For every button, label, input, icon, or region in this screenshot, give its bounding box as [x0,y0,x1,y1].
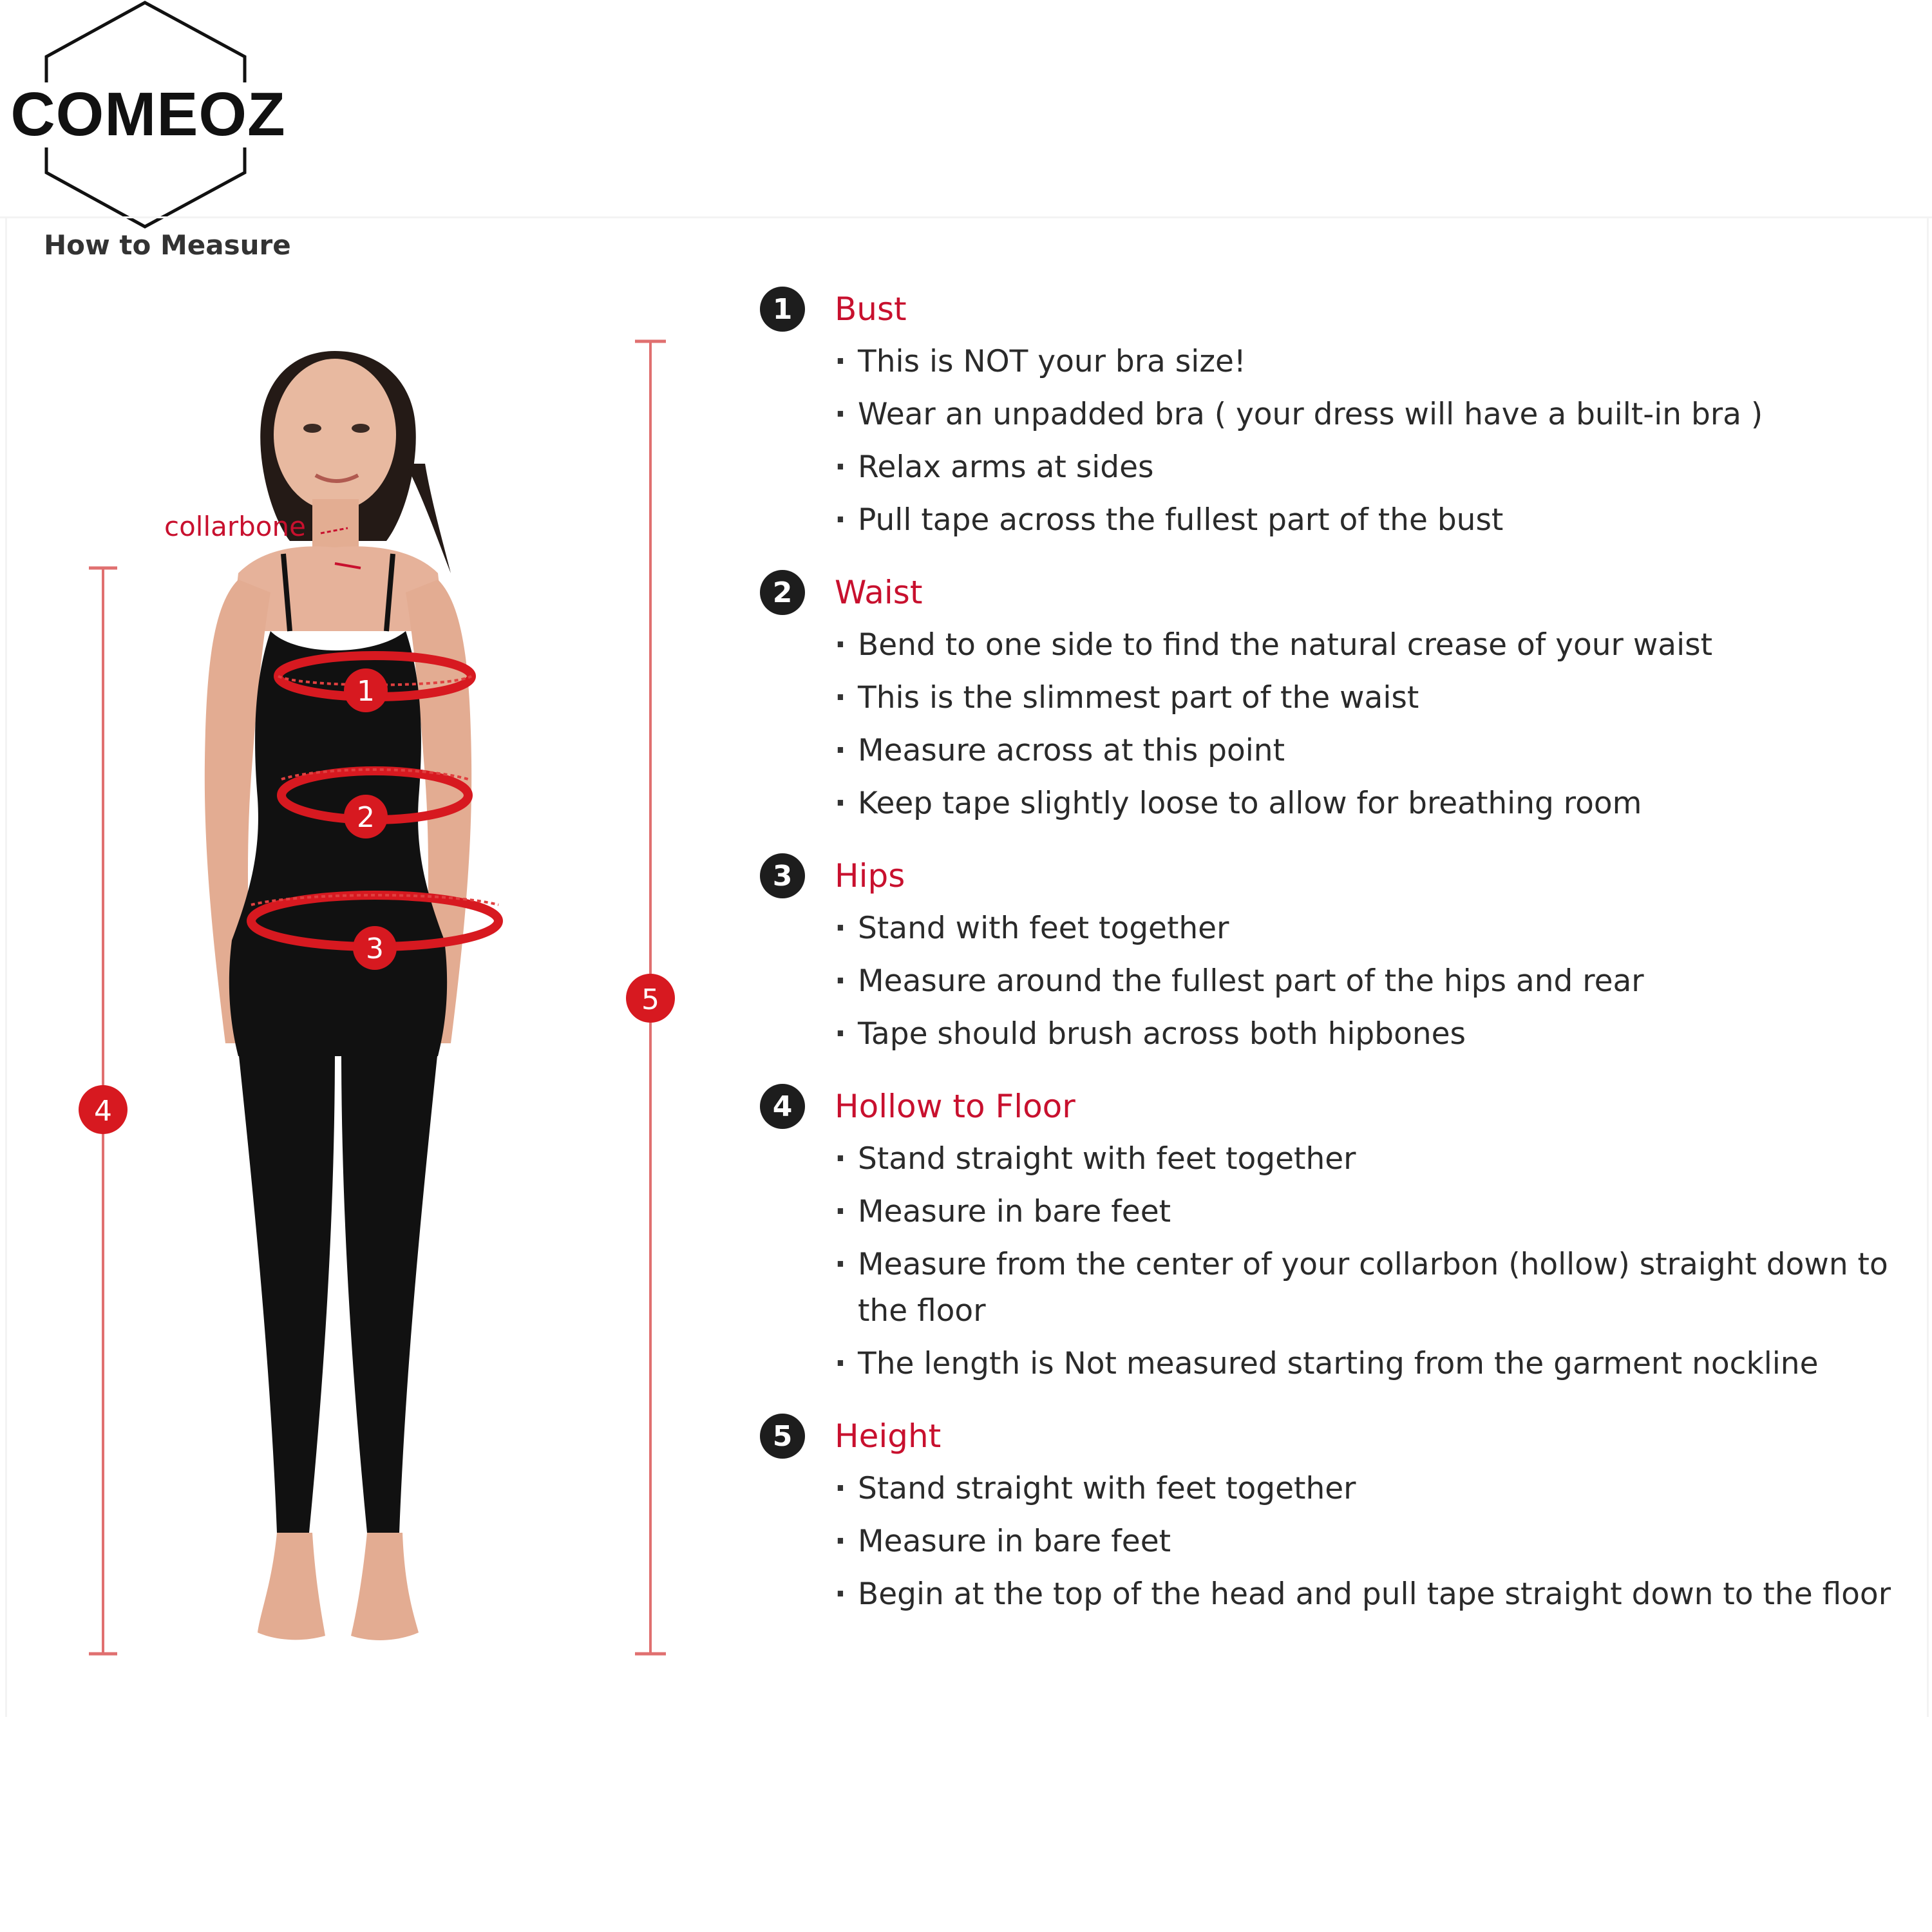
body-silhouette [205,351,471,1640]
section-hollow-to-floor [760,1081,1893,1387]
page-subtitle: How to Measure [44,229,291,261]
section-header [760,283,1893,335]
bullet-list [835,622,1893,827]
section-title: Waist [835,574,923,611]
bullet-item: · Begin at the top of the head and pull tape straight down to the floor [835,1571,1893,1618]
svg-text:4: 4 [94,1095,112,1128]
bullet-item: · Stand straight with feet together [835,1466,1893,1512]
instructions-list [760,283,1893,1641]
svg-text:1: 1 [357,675,375,708]
section-header [760,1410,1893,1462]
bullet-list [835,1466,1893,1618]
section-title: Bust [835,290,907,328]
bullet-item: · Tape should brush across both hipbones [835,1011,1893,1057]
bullet-item: · Wear an unpadded bra ( your dress will have a built-in bra ) [835,392,1893,438]
section-hips [760,850,1893,1057]
bullet-item: · Pull tape across the fullest part of the bust [835,497,1893,544]
bullet-item: · Stand straight with feet together [835,1136,1893,1182]
section-title: Height [835,1417,942,1455]
marker-4 [79,1085,128,1134]
marker-1 [344,668,388,712]
body-figure [0,270,708,1713]
bullet-item: · Bend to one side to find the natural crease of your waist [835,622,1893,668]
section-number-badge: 5 [760,1414,805,1459]
brand-logo [0,0,296,232]
section-number-badge: 1 [760,287,805,332]
bullet-item: · Relax arms at sides [835,444,1893,491]
bullet-item: · Stand with feet together [835,905,1893,952]
section-title: Hips [835,857,905,895]
bullet-item: · Measure in bare feet [835,1189,1893,1235]
svg-text:3: 3 [366,933,384,965]
section-waist [760,567,1893,827]
bullet-item: · Measure across at this point [835,728,1893,774]
bullet-list [835,1136,1893,1387]
collarbone-label: collarbone [164,511,306,542]
section-header [760,1081,1893,1132]
section-number-badge: 4 [760,1084,805,1129]
section-header [760,850,1893,902]
bullet-item: · Keep tape slightly loose to allow for breathing room [835,781,1893,827]
svg-text:5: 5 [641,983,659,1016]
section-header [760,567,1893,618]
bullet-item: · This is NOT your bra size! [835,339,1893,385]
marker-2 [344,795,388,838]
bullet-list [835,339,1893,544]
brand-name: COMEOZ [6,82,290,147]
section-number-badge: 3 [760,853,805,898]
panel-border-right [1927,216,1929,1717]
bullet-item: · The length is Not measured starting from the garment nockline [835,1341,1893,1387]
bullet-item: · Measure around the fullest part of the hips and rear [835,958,1893,1005]
bullet-item: · Measure in bare feet [835,1519,1893,1565]
bullet-item: · Measure from the center of your collarbon (hollow) straight down to the floor [835,1242,1893,1334]
marker-5 [626,974,675,1023]
section-number-badge: 2 [760,570,805,615]
marker-3 [353,926,397,970]
section-title: Hollow to Floor [835,1088,1075,1125]
svg-text:2: 2 [357,801,375,834]
section-bust [760,283,1893,544]
bullet-list [835,905,1893,1057]
section-height [760,1410,1893,1618]
panel-border-top [0,216,1932,218]
bullet-item: · This is the slimmest part of the waist [835,675,1893,721]
